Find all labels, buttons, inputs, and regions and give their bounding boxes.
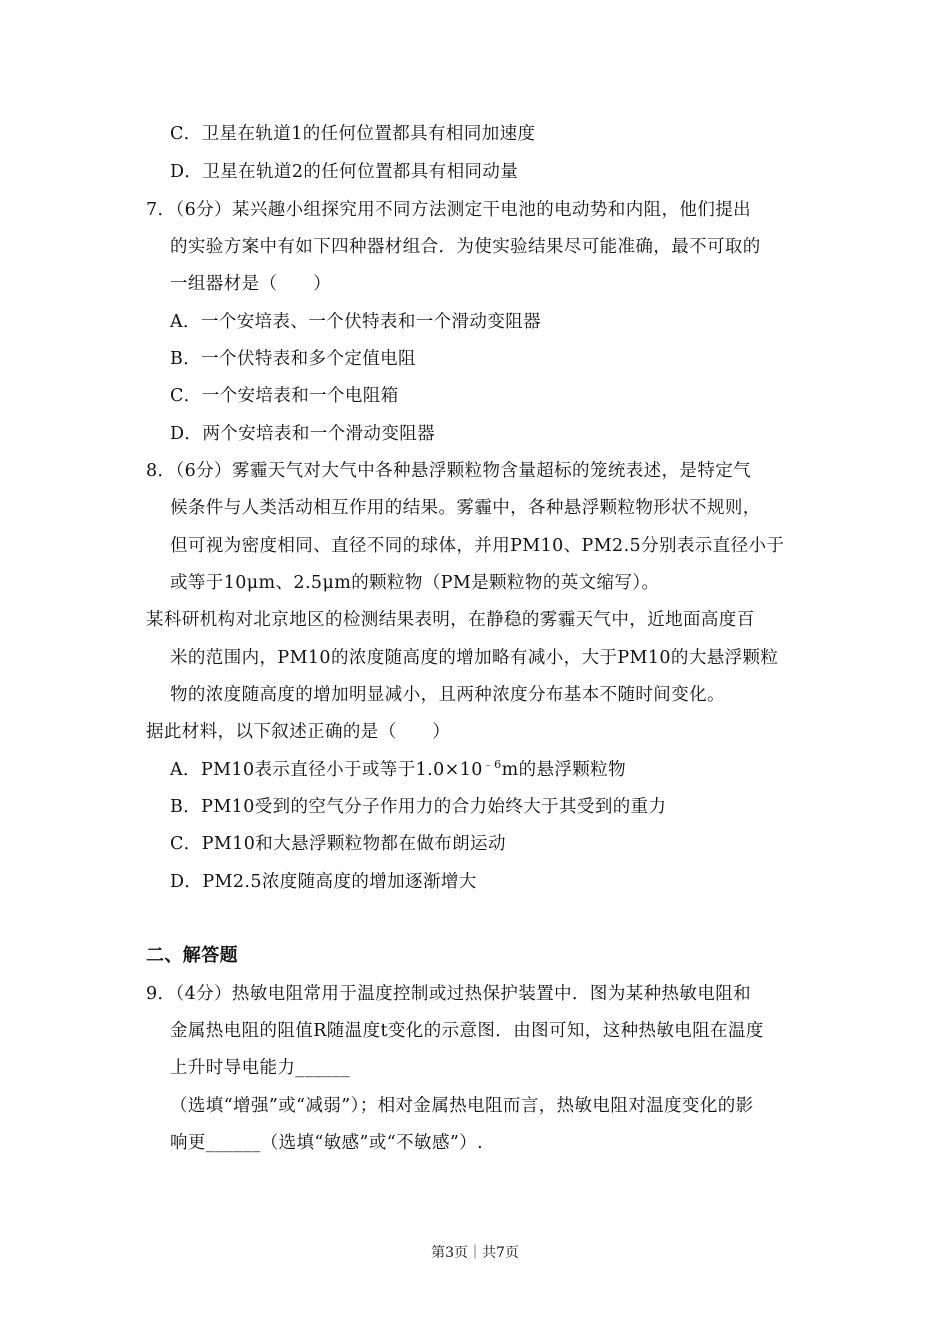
q7-option-a: A．一个安培表、一个伏特表和一个滑动变阻器 xyxy=(170,312,542,332)
q8-stem-line: 但可视为密度相同、直径不同的球体，并用PM10、PM2.5分别表示直径小于 xyxy=(170,536,785,556)
q8-material-line: 某科研机构对北京地区的检测结果表明，在静稳的雾霾天气中，近地面高度百 xyxy=(146,610,755,630)
q9-stem-line: 响更______（选填“敏感”或“不敏感”）. xyxy=(170,1133,484,1153)
q8-stem-line: 或等于10μm、2.5μm的颗粒物（PM是颗粒物的英文缩写）。 xyxy=(170,573,660,593)
q8-option-c: C．PM10和大悬浮颗粒物都在做布朗运动 xyxy=(170,834,506,854)
q9-stem-line: 金属热电阻的阻值R随温度t变化的示意图．由图可知，这种热敏电阻在温度 xyxy=(170,1021,764,1041)
q7-option-d: D．两个安培表和一个滑动变阻器 xyxy=(170,424,436,444)
q8-option-b: B．PM10受到的空气分子作用力的合力始终大于其受到的重力 xyxy=(170,797,667,817)
q6-option-c: C．卫星在轨道1的任何位置都具有相同加速度 xyxy=(170,124,536,144)
q8-option-d: D．PM2.5浓度随高度的增加逐渐增大 xyxy=(170,872,477,892)
q7-stem-line: 一组器材是（ ） xyxy=(170,274,332,294)
q8-question-line: 据此材料，以下叙述正确的是（ ） xyxy=(146,722,451,742)
q8-material-line: 米的范围内，PM10的浓度随高度的增加略有减小，大于PM10的大悬浮颗粒 xyxy=(170,648,779,668)
section-heading: 二、解答题 xyxy=(146,945,238,966)
q6-option-d: D．卫星在轨道2的任何位置都具有相同动量 xyxy=(170,162,519,182)
q7-stem-line: 的实验方案中有如下四种器材组合．为使实验结果尽可能准确，最不可取的 xyxy=(170,237,761,257)
q8-option-a xyxy=(170,758,626,782)
q9-stem-line: 上升时导电能力______ xyxy=(170,1058,351,1078)
q8-option-a-exponent: ﹣6 xyxy=(482,758,502,771)
q8-option-a-text: A．PM10表示直径小于或等于1.0×10 xyxy=(170,760,483,780)
q7-stem-line: 7．（6分）某兴趣小组探究用不同方法测定干电池的电动势和内阻，他们提出 xyxy=(146,200,752,220)
q8-material-line: 物的浓度随高度的增加明显减小，且两种浓度分布基本不随时间变化。 xyxy=(170,685,725,705)
q8-option-a-unit: m的悬浮颗粒物 xyxy=(501,760,626,780)
q8-stem-line: 8．（6分）雾霾天气对大气中各种悬浮颗粒物含量超标的笼统表述，是特定气 xyxy=(146,461,752,481)
page-footer: 第3页｜共7页 xyxy=(431,1245,519,1261)
q9-stem-line: 9．（4分）热敏电阻常用于温度控制或过热保护装置中．图为某种热敏电阻和 xyxy=(146,984,752,1004)
q8-stem-line: 候条件与人类活动相互作用的结果。雾霾中，各种悬浮颗粒物形状不规则， xyxy=(170,498,761,518)
q7-option-c: C．一个安培表和一个电阻箱 xyxy=(170,386,399,406)
q9-stem-line: （选填“增强”或“减弱”）；相对金属热电阻而言，热敏电阻对温度变化的影 xyxy=(170,1096,754,1116)
q7-option-b: B．一个伏特表和多个定值电阻 xyxy=(170,349,416,369)
